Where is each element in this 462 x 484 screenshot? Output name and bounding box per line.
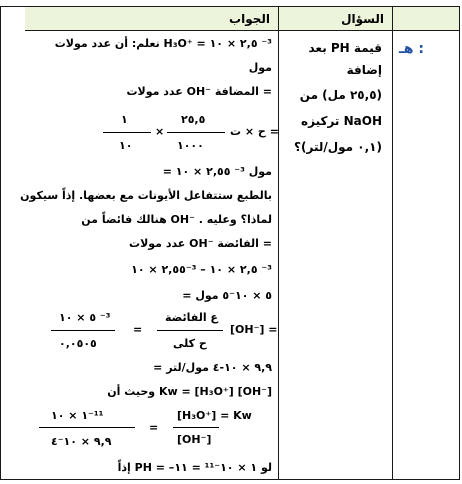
answer-line: عدد مولات OH⁻ الفائضة = [129, 237, 272, 250]
fraction-denominator: ح كلى [173, 337, 207, 350]
equals-sign: = [149, 421, 159, 434]
answer-line: بالطبع ستتفاعل الأيونات مع بعضها. إذاً سيكون [20, 189, 272, 202]
answer-line: ٢,٥٥ × ١٠⁻³ – ٢,٥ × ١٠ ⁻³ [131, 263, 272, 276]
fraction-bar [51, 330, 115, 331]
fraction-bar [39, 427, 135, 428]
fraction-numerator: ع الفائضة [165, 311, 218, 324]
answer-line: وحيث أن Kw = [H₃O⁺] [OH⁻] [107, 385, 272, 398]
fraction-denominator: ١٠٠٠ [177, 139, 204, 152]
answer-line: نعلم: أن عدد مولات H₃O⁺ = ٢,٥ × ١٠ ⁻³ [54, 37, 272, 50]
fraction-label: [OH⁻] = [230, 323, 278, 336]
index-cell [393, 31, 459, 479]
answer-line: مول [248, 61, 272, 74]
fraction-numerator: ٥ × ١٠ ⁻³ [59, 311, 111, 324]
item-number: هـ : [399, 41, 424, 57]
fraction-numerator: ١ × ١٠⁻¹¹ [51, 409, 104, 422]
fraction-denominator: ١٠ [119, 139, 133, 152]
fraction-numerator: ١ [121, 113, 128, 126]
fraction-bar [173, 427, 219, 428]
equals-sign: = [133, 323, 143, 336]
fraction-bar [157, 330, 223, 331]
qa-table [0, 6, 460, 480]
answer-line: = ٥ × ١٠⁻٥ مول [182, 289, 272, 302]
fraction-bar [103, 132, 151, 133]
fraction-denominator: ٩,٩ × ١٠⁻٤ [51, 435, 112, 448]
fraction-denominator: [OH⁻] [177, 433, 212, 446]
fraction-label: [H₃O⁺] = Kw [177, 409, 252, 422]
question-line: (٠,١ مول/لتر)؟ [294, 140, 382, 154]
answer-column-header: الجواب [25, 7, 279, 31]
fraction-numerator: ٢٥,٥ [181, 113, 206, 126]
fraction-bar [167, 132, 225, 133]
fraction-label: ح × ت = [230, 125, 279, 138]
question-line: إضافة [346, 63, 382, 77]
answer-line: = ٩,٩ × ١٠-٤ مول/لتر [153, 361, 272, 374]
answer-line: عدد مولات OH⁻ المضافة = [126, 85, 272, 98]
answer-cell [20, 31, 279, 479]
fraction-denominator: ٠,٠٥٠٥ [59, 337, 97, 350]
question-line: (٢٥,٥ مل) من [299, 88, 382, 102]
answer-line: إذاً PH = –لو ١ × ١٠⁻¹¹ = ١١ [117, 461, 272, 474]
answer-line: هنالك فائضاً من OH⁻ . لماذا؟ وعليه [81, 213, 272, 226]
question-column-header: السؤال [279, 7, 393, 31]
question-cell [279, 31, 393, 479]
question-line: NaOH تركيزه [301, 114, 382, 128]
answer-line: = ٢,٥٥ × ١٠ ⁻³ مول [162, 165, 272, 178]
question-line: قيمة PH بعد [308, 41, 382, 55]
times-sign: × [155, 125, 165, 138]
index-column-header [393, 7, 459, 31]
